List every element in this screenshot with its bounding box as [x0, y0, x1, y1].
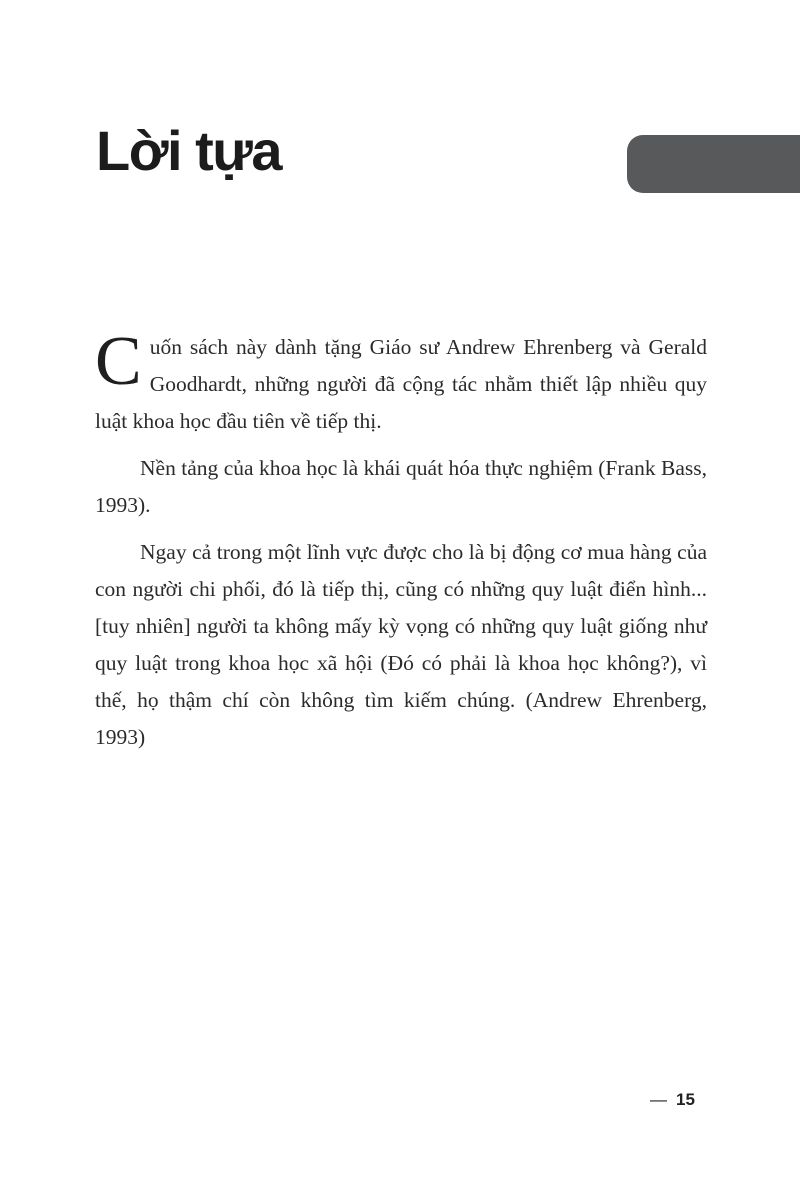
page-number-dash: — [650, 1090, 667, 1109]
paragraph-quote-ehrenberg [95, 534, 707, 756]
paragraph-quote-bass [95, 450, 707, 524]
paragraph-text: Ngay cả trong một lĩnh vực được cho là bị động cơ mua hàng của con người chi phối, đó là tiếp thị, cũng có những quy luật điển hình... [tuy nhiên] người ta không mấy kỳ vọng có những quy luật giống như quy luật trong khoa học xã hội (Đó có phải là khoa học không?), vì thế, họ thậm chí còn không tìm kiếm chúng. (Andrew Ehrenberg, 1993) [95, 540, 707, 749]
page-number [650, 1090, 695, 1110]
paragraph-text: uốn sách này dành tặng Giáo sư Andrew Ehrenberg và Gerald Goodhardt, những người đã cộng tác nhằm thiết lập nhiều quy luật khoa học đầu tiên về tiếp thị. [95, 335, 707, 433]
corner-tab-decoration [627, 135, 800, 193]
body-text-block [95, 323, 707, 766]
drop-cap: C [95, 323, 142, 400]
page-number-value: 15 [676, 1090, 695, 1109]
paragraph-dedication [95, 323, 707, 440]
page-title: Lời tựa [96, 119, 281, 182]
paragraph-text: Nền tảng của khoa học là khái quát hóa thực nghiệm (Frank Bass, 1993). [95, 456, 707, 517]
